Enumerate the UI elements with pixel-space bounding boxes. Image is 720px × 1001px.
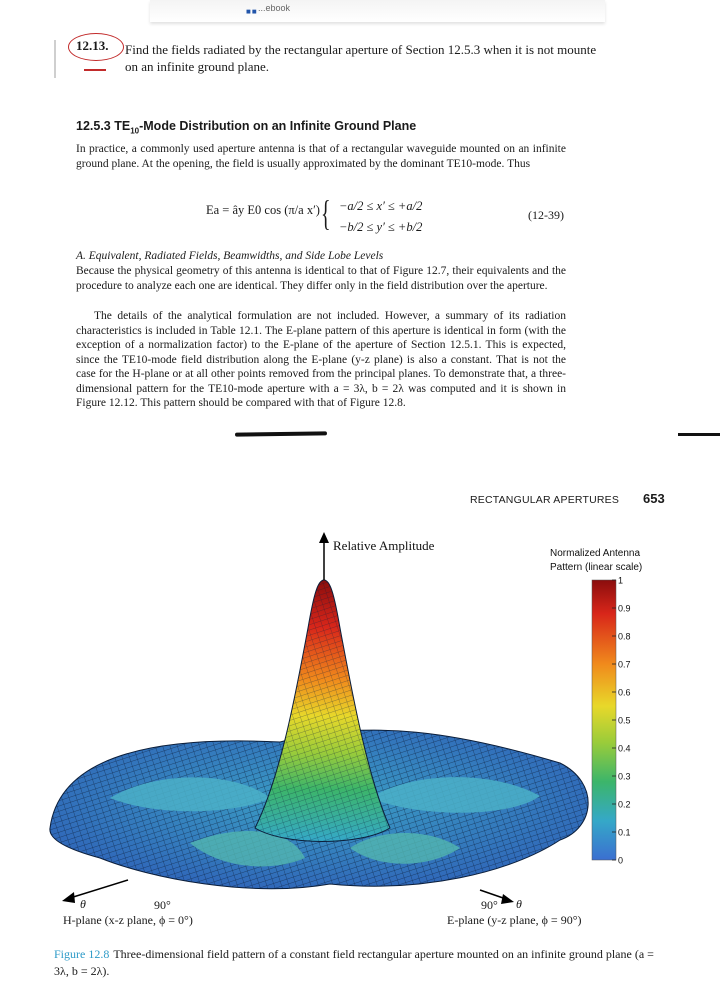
margin-line — [54, 40, 56, 78]
toolbar-icon: ■■ — [246, 7, 258, 16]
colorbar-title-2: Pattern (linear scale) — [550, 562, 643, 573]
toolbar-title: ...ebook — [258, 3, 291, 13]
heading-prefix: 12.5.3 TE — [76, 119, 131, 133]
colorbar-tick-label: 1 — [618, 575, 624, 586]
h-plane-arrow — [62, 892, 75, 903]
page-divider-right — [678, 433, 720, 436]
e-plane-arrow — [501, 894, 514, 904]
colorbar-tick-label: 0.7 — [618, 659, 631, 670]
e-plane-label: E-plane (y-z plane, ϕ = 90°) — [447, 913, 582, 927]
colorbar-tick-label: 0 — [618, 855, 624, 866]
pattern-plot — [40, 528, 720, 918]
heading-suffix: -Mode Distribution on an Infinite Ground Plane — [139, 119, 417, 133]
top-toolbar — [150, 0, 605, 22]
equation-condition-1: −a/2 ≤ x′ ≤ +a/2 — [339, 199, 423, 213]
main-lobe-mesh — [255, 580, 390, 842]
figure-12-8 — [40, 528, 720, 918]
paragraph-details: The details of the analytical formulation are not included. However, a summary of its radiation characteristics is included in Table 12.1. The E-plane pattern of this aperture is identical in form (with the exception of a normalization factor) to the E-plane of the aperture of Section 12.5.1. This is expected, since the TE10-mode field distribution along the E-plane (y-z plane) is also a constant. That is not the case for the H-plane or at all other points removed from the principal planes. To demonstrate that, a three-dimensional pattern for the TE10-mode aperture with a = 3λ, b = 2λ was computed and it is shown in Figure 12.12. This pattern should be compared with that of Figure 12.8. — [76, 310, 566, 409]
colorbar-tick-label: 0.8 — [618, 631, 631, 642]
colorbar-tick-label: 0.5 — [618, 715, 631, 726]
colorbar-tick-label: 0.9 — [618, 603, 631, 614]
figure-label: Figure 12.8 — [54, 947, 110, 961]
page-number: 653 — [643, 491, 665, 506]
h-theta: θ — [80, 897, 86, 911]
problem-line-1: Find the fields radiated by the rectangular aperture of Section 12.5.3 when it is not mounte — [125, 42, 597, 57]
figure-caption — [54, 946, 669, 980]
paragraph-intro: In practice, a commonly used aperture antenna is that of a rectangular waveguide mounted on an infinite ground plane. At the opening, the field is usually approximated by the dominant TE10-mode. Thus — [76, 143, 566, 170]
h-plane-axis — [70, 880, 128, 898]
page-divider-left — [235, 431, 327, 436]
colorbar-tick-label: 0.4 — [618, 743, 631, 754]
equation-number: (12-39) — [528, 208, 564, 222]
z-axis-label: Relative Amplitude — [333, 538, 435, 553]
problem-text — [125, 41, 720, 75]
problem-number: 12.13. — [76, 38, 109, 53]
paragraph-equivalents: Because the physical geometry of this antenna is identical to that of Figure 12.7, their equivalents and the procedure to analyze each one are identical. They differ only in the field distribution over the aperture. — [76, 265, 566, 292]
colorbar-tick-label: 0.6 — [618, 687, 631, 698]
heading-sub: 10 — [130, 126, 140, 136]
e-angle: 90° — [481, 898, 498, 912]
equation-condition-2: −b/2 ≤ y′ ≤ +b/2 — [339, 220, 423, 234]
equation-brace: { — [321, 193, 331, 233]
h-angle: 90° — [154, 898, 171, 912]
z-axis-arrow — [319, 532, 329, 543]
colorbar-tick-label: 0.1 — [618, 827, 631, 838]
colorbar-tick-label: 0.3 — [618, 771, 631, 782]
running-header: RECTANGULAR APERTURES — [470, 494, 620, 506]
section-heading — [76, 119, 416, 136]
figure-caption-text: Three-dimensional field pattern of a constant field rectangular aperture mounted on an infinite ground plane (a = 3λ, b = 2λ). — [54, 947, 654, 978]
e-theta: θ — [516, 897, 522, 911]
colorbar-title-1: Normalized Antenna — [550, 548, 641, 559]
problem-line-2: on an infinite ground plane. — [125, 59, 270, 74]
subsection-heading: A. Equivalent, Radiated Fields, Beamwidths, and Side Lobe Levels — [76, 250, 384, 262]
equation: Ea = ây E0 cos (π/a x′) — [206, 203, 320, 217]
h-plane-label: H-plane (x-z plane, ϕ = 0°) — [63, 913, 193, 927]
annotation-underline — [84, 69, 106, 71]
colorbar-tick-label: 0.2 — [618, 799, 631, 810]
